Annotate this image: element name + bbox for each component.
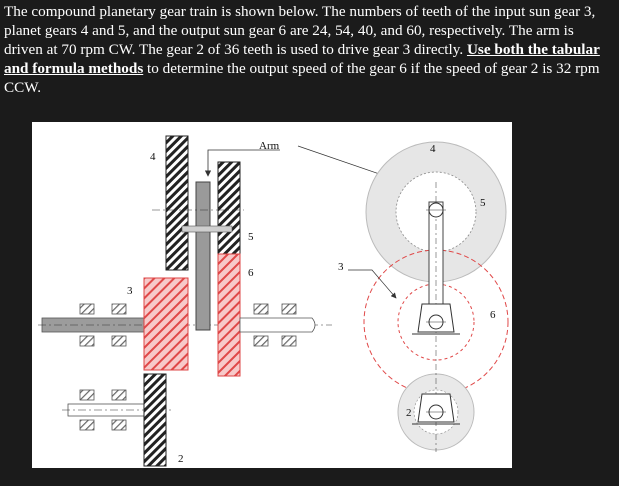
- output-shaft: [240, 318, 315, 332]
- front-view: [298, 142, 508, 452]
- label-gear2-left: 2: [178, 453, 184, 465]
- gear-3-side: [144, 278, 188, 370]
- arm-side: [196, 182, 210, 330]
- side-view: [38, 136, 332, 466]
- label-arm: Arm: [259, 140, 280, 152]
- planet-pin: [182, 226, 232, 232]
- gear-train-figure: [32, 122, 512, 468]
- label-gear4-right: 4: [430, 143, 436, 155]
- problem-statement: [4, 2, 615, 97]
- label-gear6-right: 6: [490, 309, 496, 321]
- gear3-front-leader: [348, 270, 396, 298]
- label-gear5-right: 5: [480, 197, 486, 209]
- gear-train-diagram: [32, 122, 512, 468]
- problem-text-part1: The compound planetary gear train is shown below. The numbers of teeth of the input sun gear 3, planet gears 4 and 5, and the output sun gear 6 are 24, 54, 40, and 60, respectively. The arm is driven at 70 rpm CW. The gear 2 of 36 teeth is used to drive gear 3 directly.: [4, 3, 596, 58]
- label-gear6-left: 6: [248, 267, 254, 279]
- gear-2-side: [144, 374, 166, 466]
- label-gear3-left: 3: [127, 285, 133, 297]
- gear-6-side: [218, 254, 240, 376]
- gear-4-side: [166, 136, 188, 270]
- gear-5-side: [218, 162, 240, 254]
- problem-emphasis: Use both the tabular and formula methods: [4, 41, 600, 77]
- label-gear3-right: 3: [338, 261, 344, 273]
- label-gear2-right: 2: [406, 407, 412, 419]
- problem-text-part2: to determine the output speed of the gear 6 if the speed of gear 2 is 32 rpm CCW.: [4, 60, 600, 96]
- label-gear5-left: 5: [248, 231, 254, 243]
- label-gear4-left: 4: [150, 151, 156, 163]
